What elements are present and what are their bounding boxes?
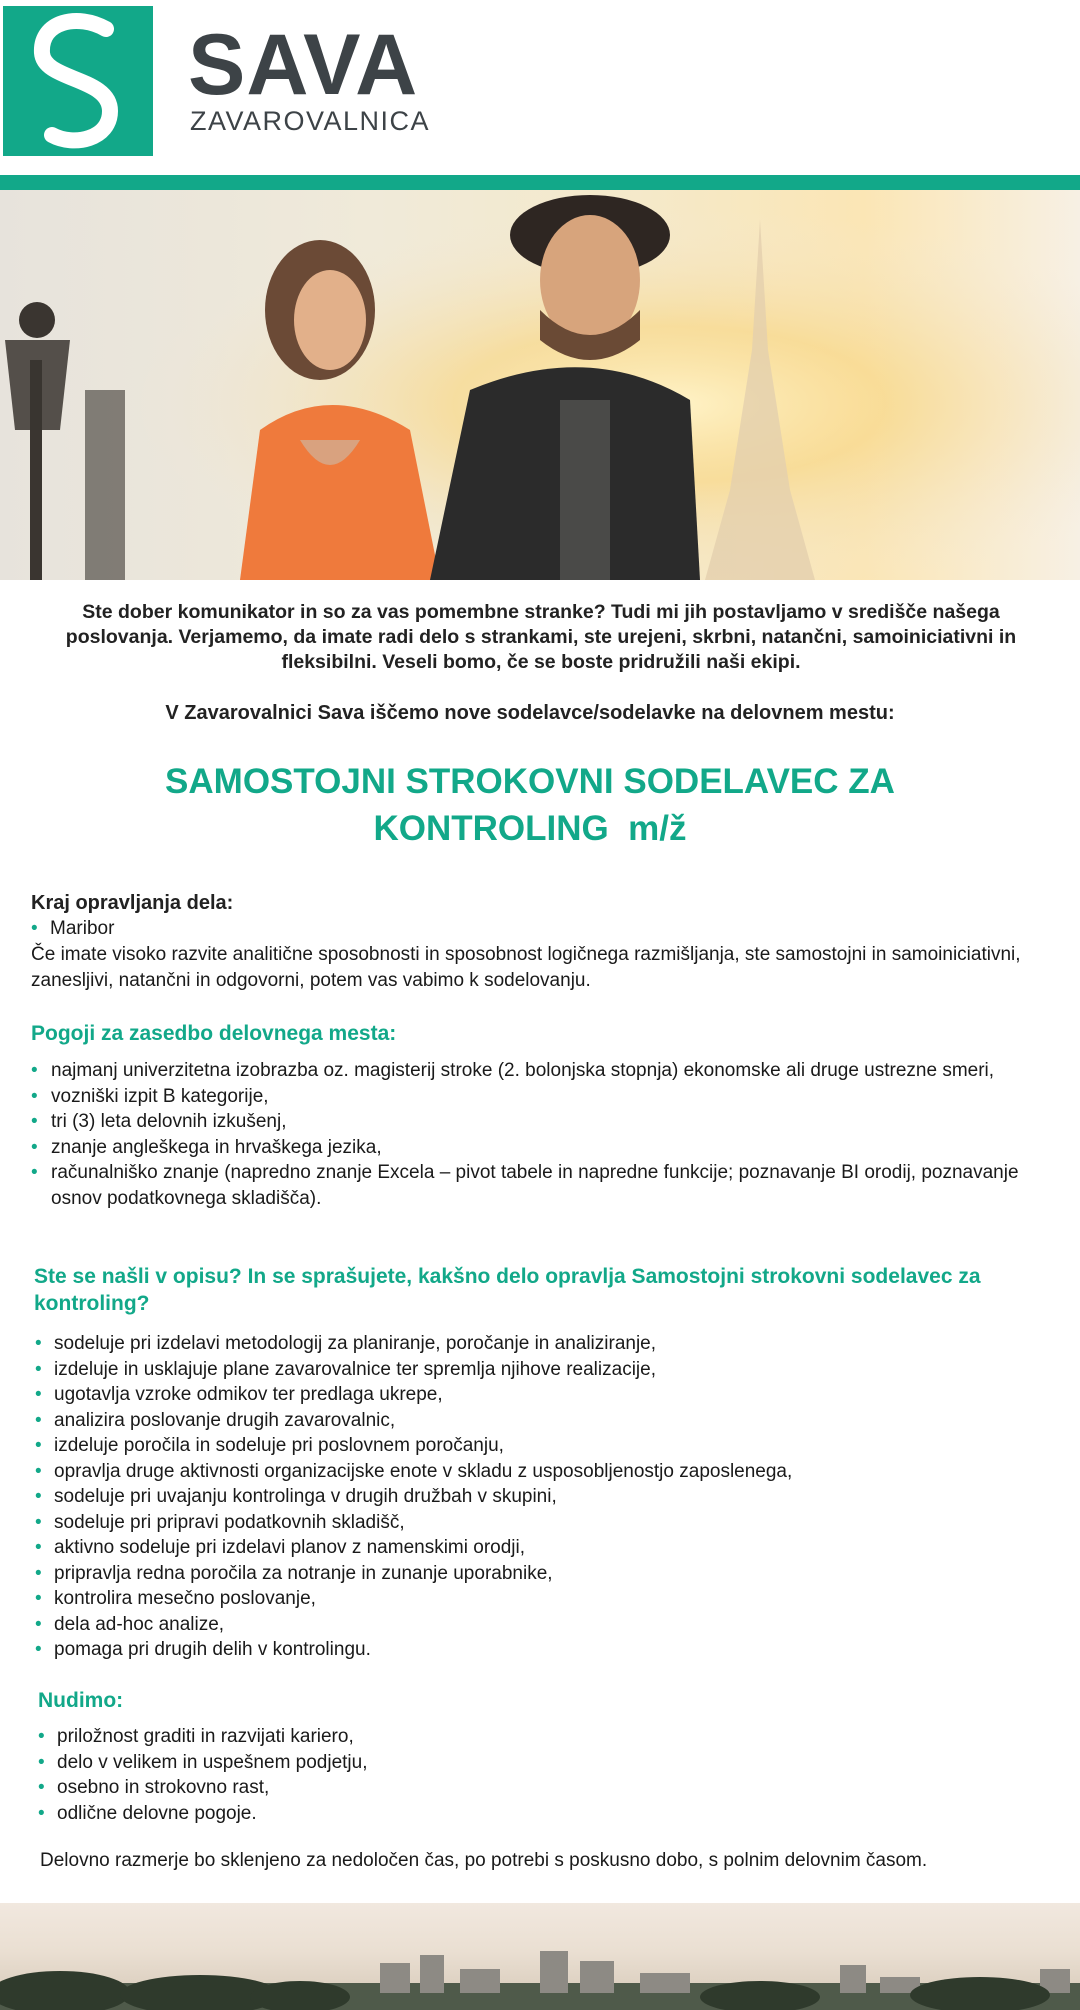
list-item: • tri (3) leta delovnih izkušenj, [31,1109,1051,1135]
requirements-heading: Pogoji za zasedbo delovnega mesta: [31,1022,397,1045]
intro-text: Ste dober komunikator in so za vas pomembne stranke? Tudi mi jih postavljamo v središče našega poslovanja. Verjamemo, da imate radi delo s strankami, ste urejeni, skrbni, natančni, samoiniciativni in fleksibilni. Veseli bomo, če se boste pridružili naši ekipi. [65,601,1017,673]
bullet-icon: • [35,1511,42,1533]
job-title-line-1: SAMOSTOJNI STROKOVNI SODELAVEC ZA [165,762,895,801]
location-label: Kraj opravljanja dela: [31,892,234,914]
bullet-icon: • [35,1384,42,1405]
list-item: • dela ad-hoc analize, [35,1612,1035,1638]
job-title-line-2: KONTROLING m/ž [373,809,687,848]
list-item: • vozniški izpit B kategorije, [31,1084,1051,1110]
list-item: • odlične delovne pogoje. [38,1801,1038,1827]
bullet-icon: • [35,1486,42,1507]
closing-text: Delovno razmerje bo sklenjeno za nedoločen čas, po potrebi s poskusno dobo, s polnim delovnim časom. [40,1850,928,1871]
brand-name: SAVA [188,17,419,113]
list-item: • znanje angleškega in hrvaškega jezika, [31,1135,1051,1161]
list-item: • Maribor [31,916,114,942]
bullet-icon: • [31,1060,38,1081]
header [0,0,1080,175]
bullet-icon: • [35,1639,42,1660]
bullet-icon: • [38,1751,45,1773]
hero-photo [0,190,1080,580]
bullet-icon: • [35,1562,42,1584]
bullet-icon: • [31,1162,38,1183]
list-item: • izdeluje poročila in sodeluje pri poslovnem poročanju, [35,1433,1035,1459]
bullet-icon: • [35,1409,42,1431]
location-list [31,916,114,942]
bullet-icon: • [38,1777,45,1798]
list-item: • ugotavlja vzroke odmikov ter predlaga ukrepe, [35,1382,1035,1408]
city-skyline-icon [0,1903,1080,2010]
list-item: • sodeluje pri pripravi podatkovnih skladišč, [35,1510,1035,1536]
header-divider [0,175,1080,190]
offer-list [38,1724,1038,1826]
profile-text: Če imate visoko razvite analitične sposobnosti in sposobnost logičnega razmišljanja, ste samostojni in samoiniciativni, zanesljivi, natančni in odgovorni, potem vas vabimo k sodelovanju. [31,944,1021,991]
sava-logo-icon [3,6,153,156]
list-item: • računalniško znanje (napredno znanje Excela – pivot tabele in napredne funkcije; poznavanje BI orodij, poznavanje osnov podatkovnega skladišča). [31,1162,1019,1209]
list-item: • sodeluje pri uvajanju kontrolinga v drugih družbah v skupini, [35,1484,1035,1510]
job-title [0,758,1060,852]
footer-photo [0,1903,1080,2010]
bullet-icon: • [31,1085,38,1107]
bullet-icon: • [35,1333,42,1354]
list-item: • analizira poslovanje drugih zavarovalnic, [35,1408,1035,1434]
bullet-icon: • [38,1802,45,1824]
bullet-icon: • [35,1358,42,1380]
duties-heading: Ste se našli v opisu? In se sprašujete, kakšno delo opravlja Samostojni strokovni sodelavec za kontroling? [34,1265,981,1315]
bullet-icon: • [35,1460,42,1482]
list-item: • pripravlja redna poročila za notranje in zunanje uporabnike, [35,1561,1035,1587]
bullet-icon: • [35,1613,42,1635]
bullet-icon: • [35,1435,42,1456]
list-item: • najmanj univerzitetna izobrazba oz. magisterij stroke (2. bolonjska stopnja) ekonomske ali druge ustrezne smeri, [31,1058,1051,1084]
brand-subtitle: ZAVAROVALNICA [190,106,431,136]
lead-text: V Zavarovalnici Sava iščemo nove sodelavce/sodelavke na delovnem mestu: [165,702,895,724]
bullet-icon: • [31,918,38,939]
list-item: • priložnost graditi in razvijati kariero, [38,1724,1038,1750]
bullet-icon: • [35,1537,42,1558]
list-item: • aktivno sodeluje pri izdelavi planov z namenskimi orodji, [35,1535,1035,1561]
bullet-icon: • [31,1111,38,1132]
bullet-icon: • [35,1588,42,1609]
list-item: • opravlja druge aktivnosti organizacijske enote v skladu z usposobljenostjo zaposlenega, [35,1459,1035,1485]
requirements-list [31,1058,1051,1211]
list-item: • osebno in strokovno rast, [38,1775,1038,1801]
list-item: • pomaga pri drugih delih v kontrolingu. [35,1637,1035,1663]
list-item: • sodeluje pri izdelavi metodologij za planiranje, poročanje in analiziranje, [35,1331,1035,1357]
duties-list [35,1331,1035,1663]
bullet-icon: • [31,1136,38,1158]
bullet-icon: • [38,1726,45,1747]
list-item: • delo v velikem in uspešnem podjetju, [38,1750,1038,1776]
list-item: • izdeluje in usklajuje plane zavarovalnice ter spremlja njihove realizacije, [35,1357,1035,1383]
offer-heading: Nudimo: [38,1689,124,1712]
list-item: • kontrolira mesečno poslovanje, [35,1586,1035,1612]
